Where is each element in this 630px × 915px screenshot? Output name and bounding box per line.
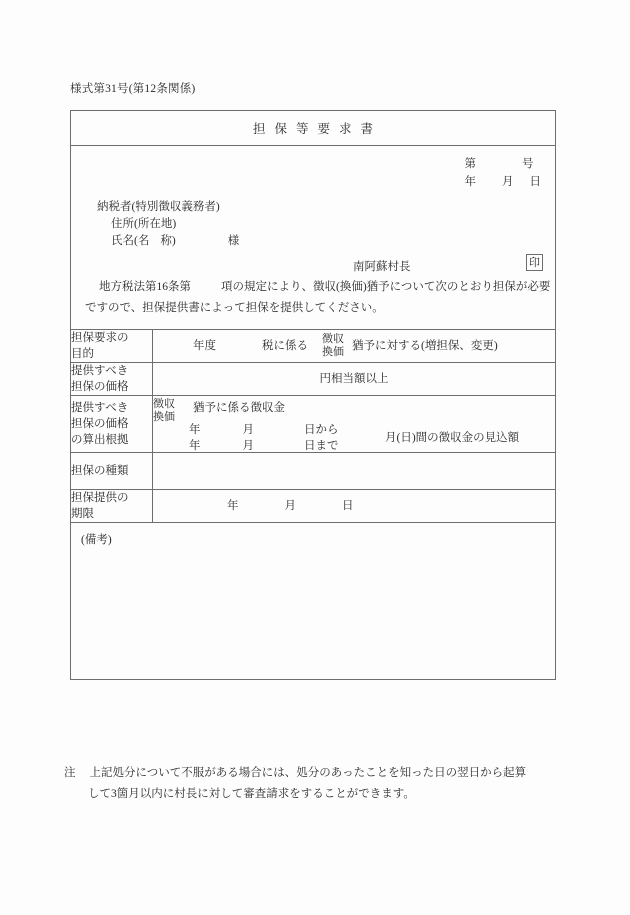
from-year-label: 年 <box>189 424 201 436</box>
grace-period-to <box>189 438 339 454</box>
taxpayer-name-row <box>87 233 239 250</box>
grace-collection-label: 猶予に係る徴収金 <box>193 402 285 414</box>
row-label-deadline-line2: 期限 <box>71 508 94 520</box>
taxpayer-block <box>87 199 239 250</box>
taxpayer-heading: 納税者(特別徴収義務者) <box>97 201 220 213</box>
collection-conversion-stack <box>153 398 175 424</box>
row-value-deadline[interactable] <box>153 490 556 523</box>
footnote-line-1 <box>64 763 564 784</box>
purpose-inline-fields <box>153 333 555 359</box>
deadline-month-label: 月 <box>284 500 296 512</box>
taxpayer-address-label: 住所(所在地) <box>111 218 177 230</box>
remarks-label: (備考) <box>81 534 112 546</box>
document-number-unit: 号 <box>522 158 534 170</box>
body-line-1-prefix: 地方税法第16条第 <box>99 281 191 293</box>
row-label-security-price-line1: 提供すべき <box>71 365 129 377</box>
row-label-purpose-line2: 目的 <box>71 348 94 360</box>
tax-relation-label: 税に係る <box>262 340 308 352</box>
honorific-label: 様 <box>227 235 240 247</box>
body-paragraph <box>71 268 555 329</box>
collection-conversion-stack <box>322 333 344 359</box>
from-month-label: 月 <box>242 424 254 436</box>
footnote-marker: 注 <box>64 767 76 779</box>
to-day-label: 日まで <box>304 440 339 452</box>
deadline-day-label: 日 <box>342 500 354 512</box>
row-value-security-type[interactable] <box>153 453 556 490</box>
table-row <box>71 396 555 453</box>
estimated-amount-label: 月(日)間の徴収金の見込額 <box>385 432 520 444</box>
table-row <box>71 453 555 490</box>
document-number-label: 第 <box>464 158 476 170</box>
row-label-deadline <box>71 490 153 523</box>
form-frame <box>70 110 556 680</box>
table-row <box>71 490 555 523</box>
form-title-band <box>71 111 555 146</box>
row-value-purpose[interactable] <box>153 330 556 363</box>
row-value-calculation-basis[interactable] <box>153 396 556 453</box>
issuing-authority: 南阿蘇村長 <box>353 261 411 273</box>
row-label-purpose-line1: 担保要求の <box>71 332 129 344</box>
conversion-label: 換価 <box>322 346 344 358</box>
grace-period-from <box>189 422 339 438</box>
grace-target-label: 猶予に対する(増担保、変更) <box>352 340 498 352</box>
amount-or-more-label: 円相当額以上 <box>319 373 389 385</box>
row-label-calculation-basis-line2: 担保の価格 <box>71 418 129 430</box>
to-year-label: 年 <box>189 440 201 452</box>
row-label-purpose <box>71 330 153 363</box>
conversion-label: 換価 <box>153 411 175 423</box>
deadline-date-fields <box>227 500 354 512</box>
row-label-security-price <box>71 363 153 396</box>
row-label-calculation-basis-line1: 提供すべき <box>71 402 129 414</box>
deadline-year-label: 年 <box>227 500 239 512</box>
footnote-line-2: して3箇月以内に村長に対して審査請求をすることができます。 <box>88 788 415 800</box>
document-number-row <box>465 155 542 173</box>
table-row <box>71 330 555 363</box>
fiscal-year-label: 年度 <box>193 340 216 352</box>
from-day-label: 日から <box>304 424 339 436</box>
seal-stamp-icon: 印 <box>526 254 543 271</box>
form-number-label: 様式第31号(第12条関係) <box>70 83 196 95</box>
row-label-calculation-basis <box>71 396 153 453</box>
to-month-label: 月 <box>242 440 254 452</box>
form-field-table <box>71 329 555 522</box>
footnote-line-1-text: 上記処分について不服がある場合には、処分のあったことを知った日の翌日から起算 <box>89 767 527 779</box>
document-number-block <box>465 155 542 191</box>
calculation-basis-fields <box>153 396 555 452</box>
remarks-box[interactable] <box>71 522 555 679</box>
grace-period-dates <box>189 422 339 454</box>
row-label-security-price-line2: 担保の価格 <box>71 381 129 393</box>
row-value-security-price[interactable] <box>153 363 556 396</box>
date-month-label: 月 <box>502 176 514 188</box>
row-label-security-type-text: 担保の種類 <box>71 465 129 477</box>
row-label-security-type <box>71 453 153 490</box>
page-title: 担保等要求書 <box>252 122 382 136</box>
table-row <box>71 363 555 396</box>
taxpayer-name-label-alt: 称) <box>160 235 176 247</box>
footnote-block <box>64 763 564 805</box>
date-year-label: 年 <box>464 176 476 188</box>
taxpayer-name-label: 氏名(名 <box>111 235 150 247</box>
body-line-2: ですので、担保提供書によって担保を提供してください。 <box>85 302 384 314</box>
body-line-1-suffix: 項の規定により、徴収(換価)猶予について次のとおり担保が必要 <box>221 281 551 293</box>
date-day-label: 日 <box>529 176 541 188</box>
document-date-row <box>465 173 542 191</box>
collection-label: 徴収 <box>153 398 175 410</box>
form-header-block <box>71 146 555 273</box>
body-line-1 <box>85 277 551 298</box>
row-label-deadline-line1: 担保提供の <box>71 492 129 504</box>
row-label-calculation-basis-line3: の算出根拠 <box>71 434 129 446</box>
collection-label: 徴収 <box>322 333 344 345</box>
